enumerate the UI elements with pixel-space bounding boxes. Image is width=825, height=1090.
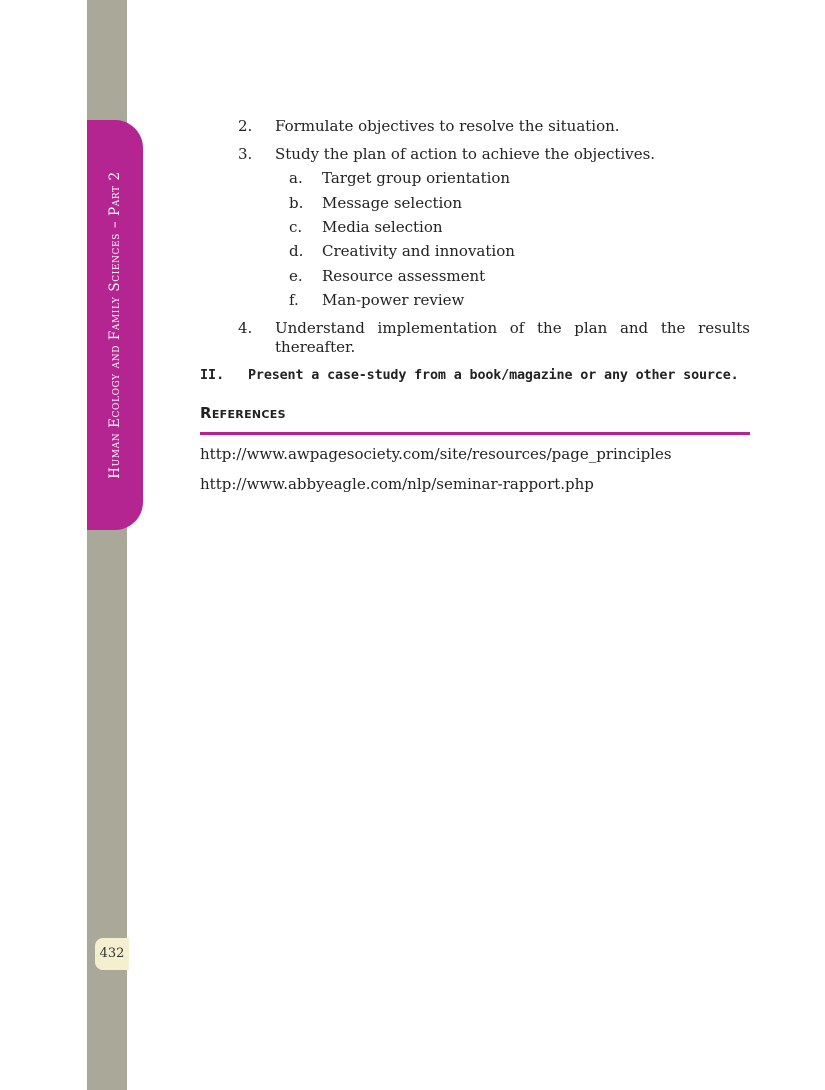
sub-list-text: Target group orientation: [322, 169, 511, 187]
list-number: 4.: [238, 319, 253, 337]
list-text-line-1: Understand implementation of the plan and the results: [275, 319, 750, 337]
sub-list-text: Media selection: [322, 218, 443, 236]
sub-list-letter: f.: [289, 291, 299, 309]
sub-list-text: Man-power review: [322, 291, 465, 309]
list-text-line-2: thereafter.: [275, 338, 356, 356]
page-number: 432: [95, 938, 129, 970]
reference-link[interactable]: http://www.awpagesociety.com/site/resources/page_principles: [200, 445, 672, 463]
list-number: 2.: [238, 117, 253, 135]
running-title: Human Ecology and Family Sciences – Part 2: [107, 171, 123, 479]
reference-link[interactable]: http://www.abbyeagle.com/nlp/seminar-rapport.php: [200, 475, 594, 493]
sub-list-text: Creativity and innovation: [322, 242, 515, 260]
sub-list-letter: c.: [289, 218, 303, 236]
list-text: Study the plan of action to achieve the objectives.: [275, 145, 656, 163]
task-label: II.: [200, 368, 225, 383]
list-text: Formulate objectives to resolve the situation.: [275, 117, 620, 135]
sub-list-letter: d.: [289, 242, 304, 260]
sub-list-letter: b.: [289, 194, 304, 212]
sub-list-letter: e.: [289, 267, 303, 285]
references-divider: [200, 432, 750, 435]
sub-list-letter: a.: [289, 169, 303, 187]
task-text: Present a case-study from a book/magazine or any other source.: [248, 368, 739, 383]
sub-list-text: Message selection: [322, 194, 462, 212]
list-number: 3.: [238, 145, 253, 163]
references-heading: References: [200, 404, 286, 422]
sub-list-text: Resource assessment: [322, 267, 486, 285]
